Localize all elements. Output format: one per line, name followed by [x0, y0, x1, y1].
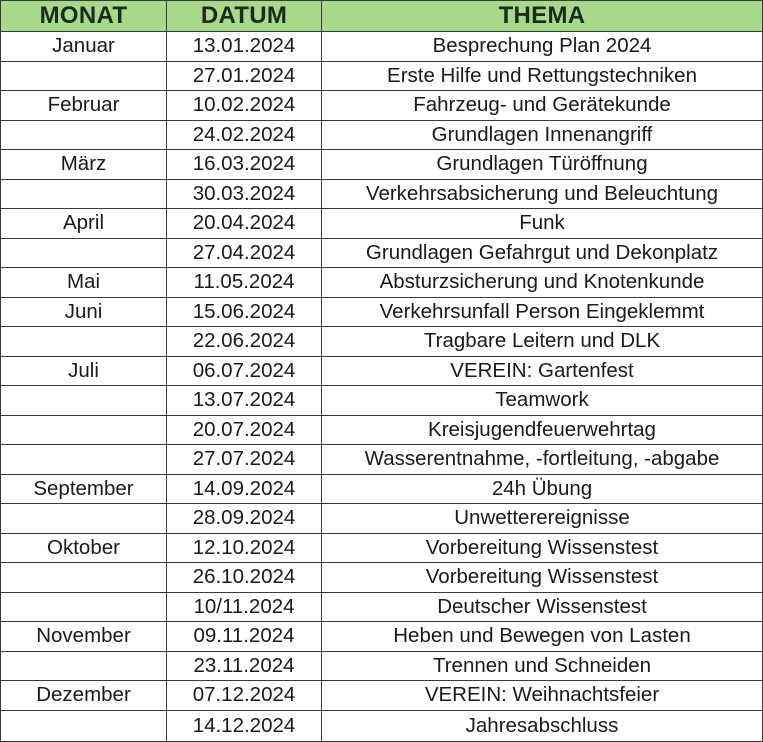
cell-monat: [1, 563, 167, 593]
cell-thema: Verkehrsunfall Person Eingeklemmt: [322, 297, 763, 327]
cell-thema: Tragbare Leitern und DLK: [322, 327, 763, 357]
cell-thema: VEREIN: Weihnachtsfeier: [322, 681, 763, 711]
cell-datum: 10.02.2024: [167, 91, 322, 121]
cell-monat: Dezember: [1, 681, 167, 711]
header-row: [1, 1, 763, 32]
cell-thema: Verkehrsabsicherung und Beleuchtung: [322, 179, 763, 209]
table-header: [1, 1, 763, 32]
table-row: [1, 268, 763, 298]
column-header-thema: THEMA: [322, 1, 763, 32]
cell-thema: Grundlagen Innenangriff: [322, 120, 763, 150]
table-row: [1, 238, 763, 268]
cell-datum: 09.11.2024: [167, 622, 322, 652]
cell-datum: 10/11.2024: [167, 592, 322, 622]
table-row: [1, 120, 763, 150]
table-row: [1, 622, 763, 652]
cell-thema: Deutscher Wissenstest: [322, 592, 763, 622]
cell-thema: Trennen und Schneiden: [322, 651, 763, 681]
cell-monat: September: [1, 474, 167, 504]
cell-thema: VEREIN: Gartenfest: [322, 356, 763, 386]
table-row: [1, 297, 763, 327]
cell-datum: 13.01.2024: [167, 32, 322, 62]
cell-thema: Kreisjugendfeuerwehrtag: [322, 415, 763, 445]
column-header-datum: DATUM: [167, 1, 322, 32]
cell-datum: 16.03.2024: [167, 150, 322, 180]
cell-thema: 24h Übung: [322, 474, 763, 504]
cell-thema: Teamwork: [322, 386, 763, 416]
cell-monat: [1, 651, 167, 681]
cell-monat: [1, 327, 167, 357]
table-row: [1, 91, 763, 121]
cell-datum: 30.03.2024: [167, 179, 322, 209]
cell-monat: [1, 61, 167, 91]
table-row: [1, 386, 763, 416]
cell-datum: 15.06.2024: [167, 297, 322, 327]
cell-datum: 12.10.2024: [167, 533, 322, 563]
cell-monat: [1, 179, 167, 209]
cell-monat: [1, 445, 167, 475]
table-row: [1, 533, 763, 563]
table-row: [1, 592, 763, 622]
table-row: [1, 563, 763, 593]
cell-datum: 28.09.2024: [167, 504, 322, 534]
table-row: [1, 179, 763, 209]
cell-monat: Februar: [1, 91, 167, 121]
table-row: [1, 150, 763, 180]
cell-monat: [1, 386, 167, 416]
cell-monat: Mai: [1, 268, 167, 298]
cell-thema: Jahresabschluss: [322, 710, 763, 741]
table-row: [1, 651, 763, 681]
cell-monat: Oktober: [1, 533, 167, 563]
table-row: [1, 474, 763, 504]
cell-monat: November: [1, 622, 167, 652]
cell-monat: [1, 504, 167, 534]
cell-datum: 14.12.2024: [167, 710, 322, 741]
table-row: [1, 61, 763, 91]
cell-monat: März: [1, 150, 167, 180]
table-row: [1, 710, 763, 741]
cell-datum: 27.04.2024: [167, 238, 322, 268]
table-row: [1, 32, 763, 62]
table-row: [1, 209, 763, 239]
table-row: [1, 327, 763, 357]
cell-thema: Vorbereitung Wissenstest: [322, 563, 763, 593]
cell-thema: Funk: [322, 209, 763, 239]
cell-monat: April: [1, 209, 167, 239]
cell-datum: 27.01.2024: [167, 61, 322, 91]
cell-monat: Januar: [1, 32, 167, 62]
cell-datum: 20.07.2024: [167, 415, 322, 445]
cell-thema: Vorbereitung Wissenstest: [322, 533, 763, 563]
cell-datum: 26.10.2024: [167, 563, 322, 593]
table-row: [1, 445, 763, 475]
cell-datum: 23.11.2024: [167, 651, 322, 681]
cell-monat: [1, 592, 167, 622]
cell-thema: Grundlagen Gefahrgut und Dekonplatz: [322, 238, 763, 268]
cell-thema: Wasserentnahme, -fortleitung, -abgabe: [322, 445, 763, 475]
cell-monat: [1, 120, 167, 150]
cell-monat: Juni: [1, 297, 167, 327]
cell-thema: Fahrzeug- und Gerätekunde: [322, 91, 763, 121]
table-row: [1, 504, 763, 534]
cell-monat: [1, 710, 167, 741]
cell-datum: 14.09.2024: [167, 474, 322, 504]
cell-monat: Juli: [1, 356, 167, 386]
cell-datum: 27.07.2024: [167, 445, 322, 475]
cell-datum: 20.04.2024: [167, 209, 322, 239]
cell-datum: 22.06.2024: [167, 327, 322, 357]
cell-datum: 24.02.2024: [167, 120, 322, 150]
cell-monat: [1, 238, 167, 268]
cell-thema: Absturzsicherung und Knotenkunde: [322, 268, 763, 298]
table-row: [1, 356, 763, 386]
cell-datum: 11.05.2024: [167, 268, 322, 298]
cell-monat: [1, 415, 167, 445]
cell-datum: 07.12.2024: [167, 681, 322, 711]
cell-thema: Besprechung Plan 2024: [322, 32, 763, 62]
table-row: [1, 681, 763, 711]
cell-datum: 13.07.2024: [167, 386, 322, 416]
column-header-monat: MONAT: [1, 1, 167, 32]
cell-thema: Heben und Bewegen von Lasten: [322, 622, 763, 652]
cell-thema: Erste Hilfe und Rettungstechniken: [322, 61, 763, 91]
table-row: [1, 415, 763, 445]
cell-thema: Grundlagen Türöffnung: [322, 150, 763, 180]
cell-thema: Unwetterereignisse: [322, 504, 763, 534]
cell-datum: 06.07.2024: [167, 356, 322, 386]
table-body: [1, 32, 763, 742]
